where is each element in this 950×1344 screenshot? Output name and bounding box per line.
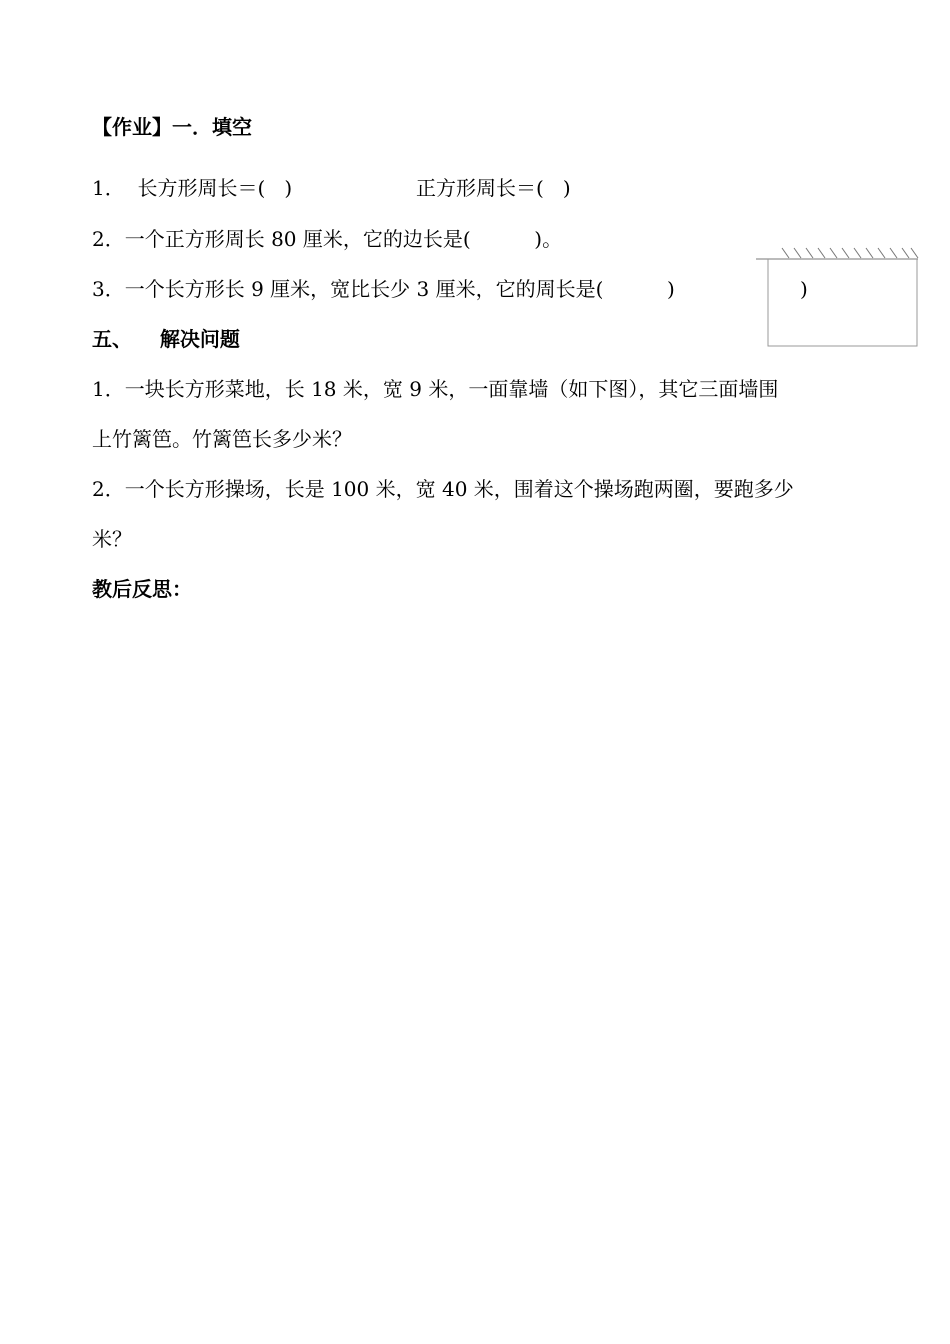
garden-wall-diagram bbox=[756, 244, 926, 352]
question-3-extra-paren: ) bbox=[800, 277, 808, 301]
wall-hatching bbox=[756, 248, 918, 259]
section-5-title: 五、 解决问题 bbox=[92, 327, 240, 351]
question-1-rectangle: 1． 长方形周长＝( ) bbox=[92, 176, 293, 200]
question-2: 2．一个正方形周长 80 厘米，它的边长是( )。 bbox=[92, 227, 563, 251]
problem-2-line-1: 2．一个长方形操场，长是 100 米，宽 40 米，围着这个操场跑两圈，要跑多少 bbox=[92, 477, 794, 501]
question-3: 3．一个长方形长 9 厘米，宽比长少 3 厘米，它的周长是( ) bbox=[92, 277, 675, 301]
problem-2-line-2: 米？ bbox=[92, 527, 132, 551]
reflection-title: 教后反思： bbox=[92, 577, 192, 601]
problem-1-line-2: 上竹篱笆。竹篱笆长多少米？ bbox=[92, 427, 352, 451]
homework-title: 【作业】一．填空 bbox=[92, 115, 252, 139]
problem-1-line-1: 1．一块长方形菜地，长 18 米，宽 9 米，一面靠墙（如下图），其它三面墙围 bbox=[92, 377, 779, 401]
fence-outline bbox=[768, 259, 917, 346]
question-1-square: 正方形周长＝( ) bbox=[416, 176, 571, 200]
